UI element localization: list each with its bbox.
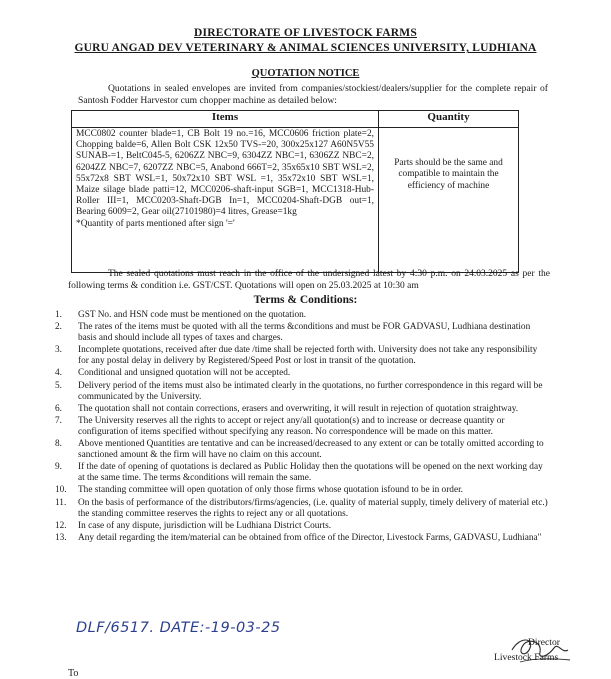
signatory-title: Director bbox=[528, 637, 560, 648]
items-cell bbox=[72, 128, 379, 273]
items-table bbox=[71, 110, 519, 273]
term-item bbox=[55, 404, 550, 415]
term-number: 11. bbox=[55, 497, 67, 508]
term-text: In case of any dispute, jurisdiction will be Ludhiana District Courts. bbox=[78, 520, 332, 531]
items-column-header: Items bbox=[72, 111, 379, 128]
term-text: The standing committee will open quotation of only those firms whose quotation isfound to be in order. bbox=[78, 485, 463, 496]
items-quantity-note: *Quantity of parts mentioned after sign '=' bbox=[76, 218, 235, 229]
terms-heading: Terms & Conditions: bbox=[253, 294, 358, 306]
items-table-row bbox=[72, 128, 519, 273]
term-number: 3. bbox=[55, 345, 62, 356]
submission-paragraph: The sealed quotations must reach in the office of the undersigned latest by 4:30 p.m. on 24.03.2025 as per the following terms & condition i.e. GST/CST. Quotations will open on 25.03.2025 at 10:30 am bbox=[68, 269, 550, 292]
term-text: Any detail regarding the item/material can be obtained from office of the Director, Livestock Farms, GADVASU, Ludhiana" bbox=[78, 532, 542, 543]
term-item bbox=[55, 368, 550, 379]
term-item bbox=[55, 498, 550, 520]
term-text: On the basis of performance of the distributors/firms/agencies, (i.e. quality of material supply, timely delivery of material etc.) the standing committee reserves the rights to reject any or all quotations. bbox=[78, 497, 548, 519]
term-text: Above mentioned Quantities are tentative and can be increased/decreased to any extent or can be totally omitted according to sanctioned amount & the firm will have no claim on this account. bbox=[78, 439, 544, 461]
term-text: Incomplete quotations, received after due date /time shall be rejected forth with. University does not take any responsibility for any postal delay in delivery by Registered/Speed Post or lost in transit of the quotation. bbox=[78, 345, 538, 367]
university-heading: GURU ANGAD DEV VETERINARY & ANIMAL SCIENCES UNIVERSITY, LUDHIANA bbox=[74, 42, 537, 54]
term-item bbox=[55, 462, 550, 484]
term-number: 12. bbox=[55, 520, 67, 531]
term-text: The rates of the items must be quoted with all the terms &conditions and must be FOR GADVASU, Ludhiana destination basis and should include all types of taxes and charges. bbox=[78, 322, 531, 344]
handwritten-reference: DLF/6517. DATE:-19-03-25 bbox=[76, 620, 281, 636]
term-number: 2. bbox=[55, 322, 62, 333]
term-number: 4. bbox=[55, 368, 62, 379]
quantity-cell: Parts should be the same and compatible to maintain the efficiency of machine bbox=[379, 128, 519, 273]
term-number: 5. bbox=[55, 380, 62, 391]
term-item bbox=[55, 345, 550, 367]
term-text: If the date of opening of quotations is declared as Public Holiday then the quotations will be opened on the next working day at the same time. The terms &conditions will remain the same. bbox=[78, 462, 543, 484]
to-label: To bbox=[68, 668, 79, 679]
term-number: 8. bbox=[55, 439, 62, 450]
term-item bbox=[55, 310, 550, 321]
term-item bbox=[55, 521, 550, 532]
term-item bbox=[55, 533, 550, 544]
term-number: 7. bbox=[55, 415, 62, 426]
term-number: 6. bbox=[55, 403, 62, 414]
directorate-heading: DIRECTORATE OF LIVESTOCK FARMS bbox=[194, 27, 417, 39]
term-item bbox=[55, 416, 550, 438]
term-number: 13. bbox=[55, 532, 67, 543]
term-item bbox=[55, 322, 550, 344]
term-number: 1. bbox=[55, 310, 62, 320]
quantity-column-header: Quantity bbox=[379, 111, 519, 128]
term-item bbox=[55, 485, 550, 496]
items-table-header bbox=[72, 111, 519, 128]
term-item bbox=[55, 381, 550, 403]
term-text: The University reserves all the rights to accept or reject any/all quotation(s) and to increase or decrease quantity or configuration of items specified without specifying any reason. No correspondence will be made on this matter. bbox=[78, 415, 505, 437]
term-item bbox=[55, 439, 550, 461]
terms-list bbox=[55, 310, 550, 545]
intro-paragraph: Quotations in sealed envelopes are invited from companies/stockiest/dealers/supplier for the complete repair of Santosh Fodder Harvestor cum chopper machine as detailed below: bbox=[78, 83, 548, 106]
signatory-department: Livestock Farms bbox=[494, 652, 559, 663]
notice-title: QUOTATION NOTICE bbox=[251, 68, 360, 79]
term-number: 9. bbox=[55, 462, 62, 473]
term-text: Conditional and unsigned quotation will not be accepted. bbox=[78, 368, 291, 379]
items-list-text: MCC0802 counter blade=1, CB Bolt 19 no.=16, MCC0606 friction plate=2, Chopping balde=6, Allen Bolt CSK 12x50 TVS-=20, 300x25x127 A60N5V55 SUNAB-=1, BeltC045-5, 6206ZZ NBC=9, 6304ZZ NBC=1, 6306ZZ NBC=2, 6204ZZ NBC=7, 6207ZZ NBC=5, Anabond 666T=2, 35x65x10 SBT WSL=2, 55x72x8 SBT WSL=1, 50x72x10 SBT WSL =1, 35x72x10 SBT WSL=1, Maize silage blade patti=12, MCC0206-shaft-input SGB=1, MCC1318-Hub-Roller III=1, MCC0203-Shaft-DGB In=1, MCC0204-Shaft-DGB out=1, Bearing 6009=2, Gear oil(27101980)=4 litres, Grease=1kg bbox=[76, 129, 374, 218]
term-text: The quotation shall not contain corrections, erasers and overwriting, it will result in rejection of quotation straightway. bbox=[78, 403, 519, 414]
term-text: GST No. and HSN code must be mentioned on the quotation. bbox=[78, 310, 307, 320]
term-text: Delivery period of the items must also be intimated clearly in the quotations, no further correspondence in this regard will be communicated by the University. bbox=[78, 380, 543, 402]
term-number: 10. bbox=[55, 485, 67, 496]
